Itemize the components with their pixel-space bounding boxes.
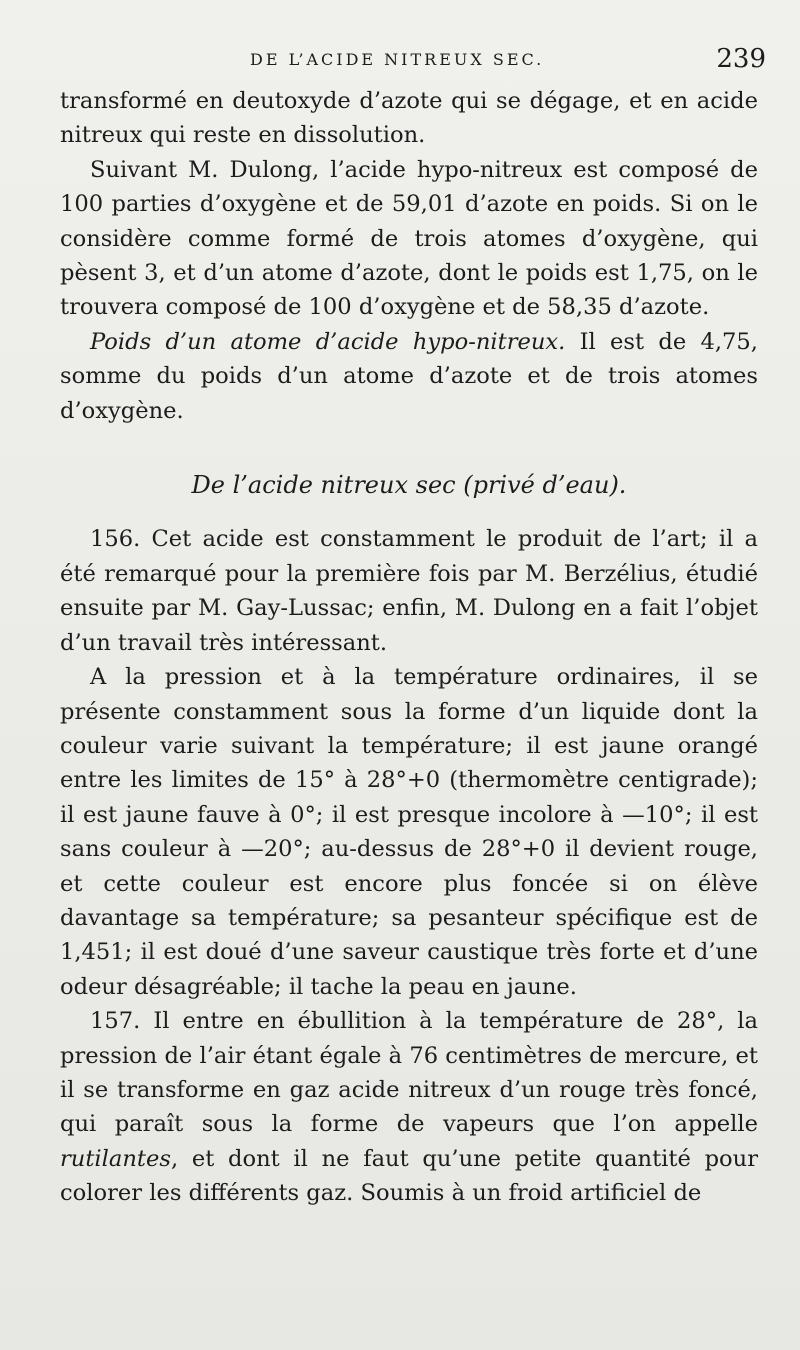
body-text [60,84,758,1211]
page-header [60,44,766,78]
running-title: DE L’ACIDE NITREUX SEC. [250,50,545,69]
term-rutilantes: rutilantes [60,1145,171,1172]
section-heading: De l’acide nitreux sec (privé d’eau). [191,471,627,500]
paragraph-157-end: , et dont il ne faut qu’une petite quantité pour colorer les différents gaz. Soumis à un froid artificiel de [60,1145,758,1207]
paragraph-dulong-composition: Suivant M. Dulong, l’acide hypo-nitreux est composé de 100 parties d’oxygène et de 59,01 d’azote en poids. Si on le considère comme formé de trois atomes d’oxygène, qui pèsent 3, et d’un atome d’azote, dont le poids est 1,75, on le trouvera composé de 100 d’oxygène et de 58,35 d’azote. [60,156,758,321]
paragraph-lead-italic: Poids d’un atome d’acide hypo-nitreux. [90,328,566,355]
paragraph-157-start: 157. Il entre en ébullition à la température de 28°, la pression de l’air étant égale à 76 centimètres de mercure, et il se transforme en gaz acide nitreux d’un rouge très foncé, qui paraît sous la forme de vapeurs que l’on appelle [60,1008,758,1138]
paragraph-continuation: transformé en deutoxyde d’azote qui se dégage, et en acide nitreux qui reste en dissolution. [60,88,758,149]
page-number: 239 [716,44,766,74]
paragraph-atom-weight-text: Il est de 4,75, somme du poids d’un atome d’azote et de trois atomes d’oxygène. [60,328,758,424]
paragraph-157 [60,1004,758,1210]
paragraph-atom-weight [60,325,758,428]
paragraph-properties: A la pression et à la température ordinaires, il se présente constamment sous la forme d’un liquide dont la couleur varie suivant la température; il est jaune orangé entre les limites de 15° à 28°+0 (thermomètre centigrade); il est jaune fauve à 0°; il est presque incolore à —10°; il est sans couleur à —20°; au-dessus de 28°+0 il devient rouge, et cette couleur est encore plus foncée si on élève davantage sa température; sa pesanteur spécifique est de 1,451; il est doué d’une saveur caustique très forte et d’une odeur désagréable; il tache la peau en jaune. [60,664,758,1000]
paragraph-156: 156. Cet acide est constamment le produit de l’art; il a été remarqué pour la première fois par M. Berzélius, étudié ensuite par M. Gay-Lussac; enfin, M. Dulong en a fait l’objet d’un travail très intéressant. [60,526,758,656]
